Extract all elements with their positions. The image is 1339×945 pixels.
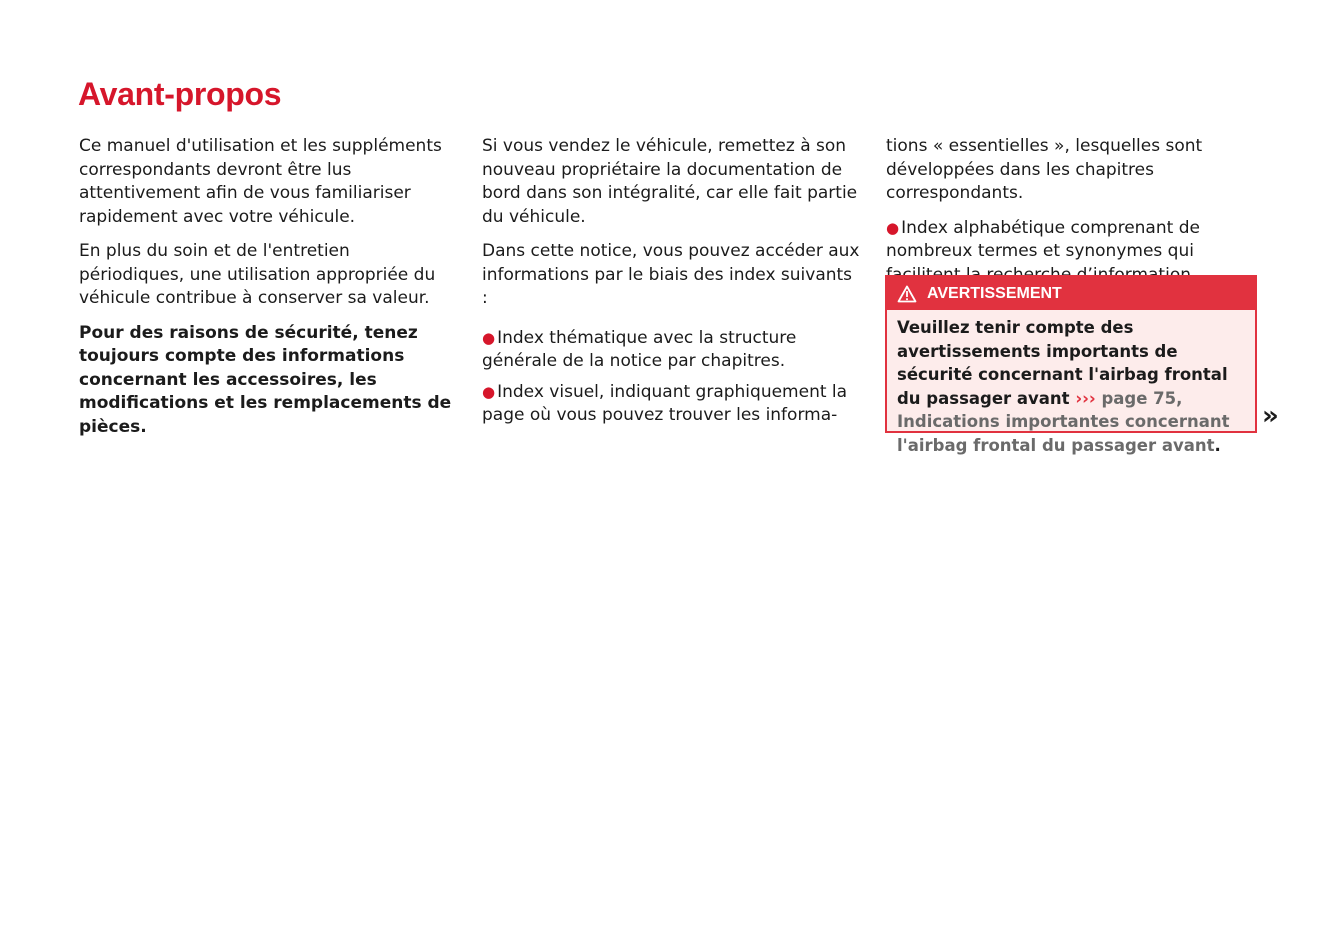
bullet-icon: ● bbox=[482, 328, 496, 347]
list-item: ● Index visuel, indiquant graphiquement la page où vous pouvez trouver les informa- bbox=[482, 381, 848, 425]
paragraph: Dans cette notice, vous pouvez accéder aux informations par le biais des index suivants : bbox=[482, 241, 860, 308]
column-2 bbox=[482, 135, 860, 435]
warning-heading: AVERTISSEMENT bbox=[927, 284, 1062, 302]
warning-header bbox=[887, 277, 1255, 310]
page-reference-link[interactable]: page 75, Indications importantes concernant l'airbag frontal du passager avant bbox=[897, 388, 1230, 455]
list-item: ● Index thématique avec la structure générale de la notice par chapitres. bbox=[482, 327, 797, 371]
reference-marker: ››› bbox=[1075, 388, 1096, 408]
continue-marker-icon: » bbox=[1262, 401, 1279, 431]
warning-text: Veuillez tenir compte des avertissements importants de sécurité concernant l'airbag frontal du passager avant ››› page 75, Indications importantes concernant l'airbag frontal du passager avant. bbox=[897, 318, 1230, 455]
list-item: ● Index alphabétique comprenant de nombreux termes et synonymes qui bbox=[886, 217, 1200, 261]
warning-triangle-icon bbox=[897, 285, 917, 303]
bullet-icon: ● bbox=[482, 382, 496, 401]
paragraph: En plus du soin et de l'entretien périodiques, une utilisation appropriée du véhicule contribue à conserver sa valeur. bbox=[79, 241, 436, 308]
warning-box bbox=[885, 275, 1257, 455]
bullet-icon: ● bbox=[886, 218, 900, 237]
page-title: Avant-propos bbox=[78, 76, 282, 112]
safety-paragraph: Pour des raisons de sécurité, tenez toujours compte des informations concernant les accessoires, les modifications et les remplacements de pièces. bbox=[79, 322, 452, 437]
paragraph: Ce manuel d'utilisation et les suppléments correspondants devront être lus attentivement afin de vous familiariser rapidement avec votre véhicule. bbox=[79, 136, 442, 227]
paragraph: Si vous vendez le véhicule, remettez à son nouveau propriétaire la documentation de bord dans son intégralité, car elle fait partie du véhicule. bbox=[482, 136, 858, 227]
column-1 bbox=[79, 135, 457, 450]
column-3 bbox=[886, 135, 1264, 294]
paragraph: tions « essentielles », lesquelles sont développées dans les chapitres correspondants. bbox=[886, 136, 1203, 203]
